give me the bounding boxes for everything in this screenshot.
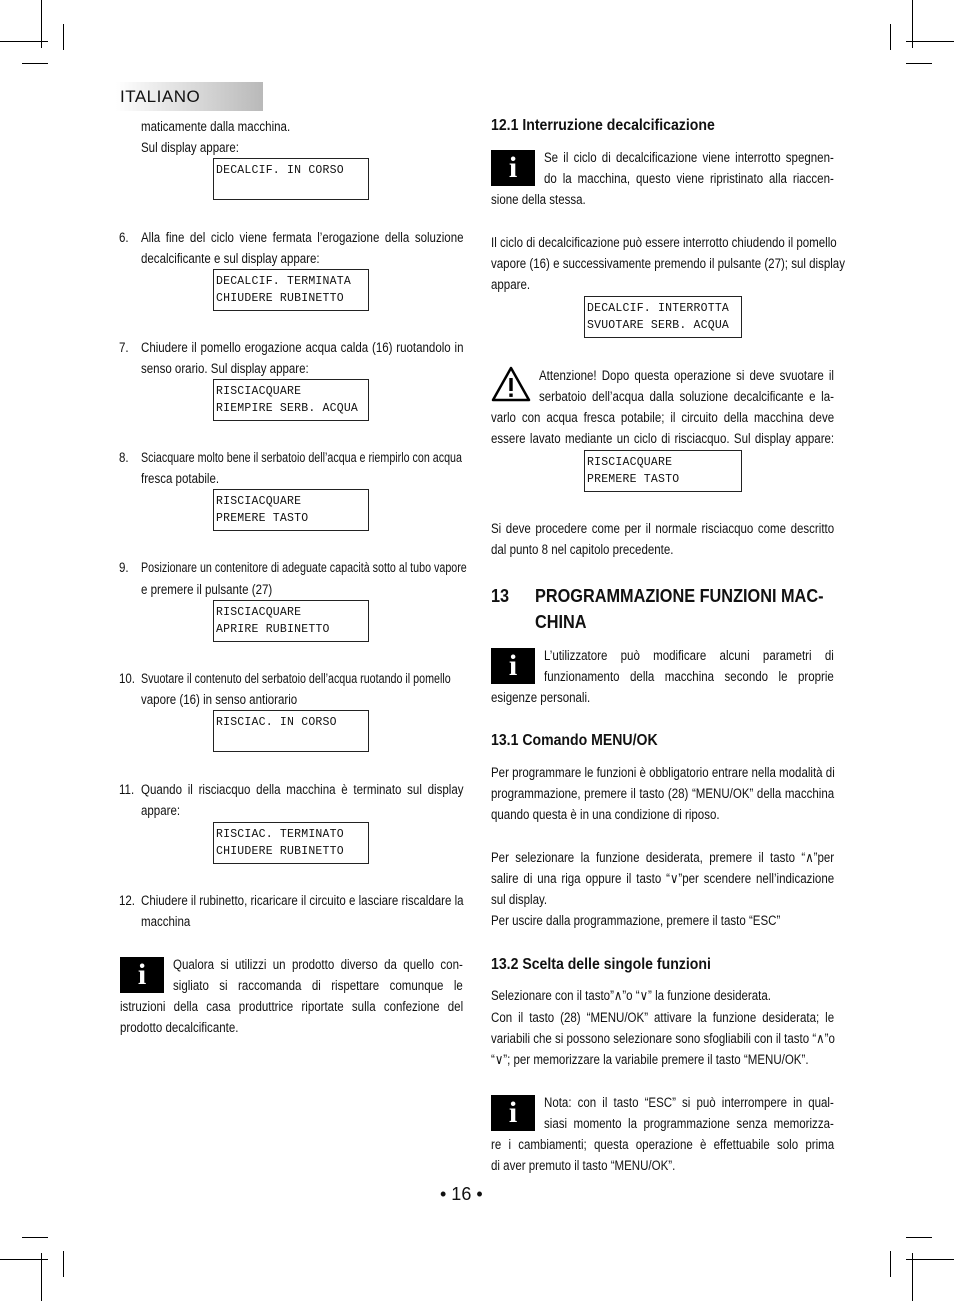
- display-box: [584, 296, 742, 338]
- paragraph-text: vapore (16) e successivamente premendo il pulsante (27); sul display: [491, 256, 845, 271]
- info-text: Se il ciclo di decalcificazione viene interrotto spegnen-: [544, 150, 834, 165]
- note-text: prodotto decalcificante.: [120, 1020, 239, 1035]
- section-heading: 13.2 Scelta delle singole funzioni: [491, 956, 711, 973]
- display-line: RIEMPIRE SERB. ACQUA: [216, 402, 359, 415]
- step-number: 12.: [119, 893, 136, 908]
- crop-mark: [890, 24, 891, 50]
- display-box: [213, 710, 369, 752]
- crop-mark: [0, 1259, 48, 1260]
- display-line: APRIRE RUBINETTO: [216, 623, 330, 636]
- display-line: CHIUDERE RUBINETTO: [216, 292, 344, 305]
- step-text: decalcificante e sul display appare:: [141, 251, 320, 266]
- paragraph-text: Il ciclo di decalcificazione può essere interrotto chiudendo il pomello: [491, 235, 837, 250]
- display-box: [213, 158, 369, 200]
- crop-mark: [906, 63, 932, 64]
- paragraph-text: “∨”; per memorizzare la variabile premere il tasto “MENU/OK”.: [491, 1052, 809, 1067]
- display-line: RISCIAC. TERMINATO: [216, 828, 344, 841]
- display-line: DECALCIF. INTERROTTA: [587, 302, 730, 315]
- display-line: RISCIACQUARE: [587, 456, 673, 469]
- display-box: [213, 600, 369, 642]
- paragraph-text: Per programmare le funzioni è obbligatorio entrare nella modalità di: [491, 765, 835, 780]
- info-text: sione della stessa.: [491, 192, 586, 207]
- crop-mark: [906, 1259, 954, 1260]
- note-text: sigliato si raccomanda di rispettare comunque le: [173, 978, 463, 993]
- step-number: 11.: [119, 782, 135, 797]
- display-box: [213, 379, 369, 421]
- warning-text: serbatoio dell’acqua dalla soluzione decalcificante e la-: [539, 389, 834, 404]
- paragraph-text: sul display.: [491, 892, 548, 907]
- intro-line: maticamente dalla macchina.: [141, 119, 291, 134]
- display-line: RISCIAC. IN CORSO: [216, 716, 337, 729]
- step-text: Quando il risciacquo della macchina è terminato sul display: [141, 782, 464, 797]
- crop-mark: [22, 1237, 48, 1238]
- crop-mark: [890, 1251, 891, 1277]
- step-number: 8.: [119, 450, 129, 465]
- step-number: 9.: [119, 560, 129, 575]
- step-text: Sciacquare molto bene il serbatoio dell’acqua e riempirlo con acqua: [141, 450, 462, 465]
- step-text: fresca potabile.: [141, 471, 220, 486]
- info-text: di aver premuto il tasto “MENU/OK”.: [491, 1158, 676, 1173]
- step-text: appare:: [141, 803, 181, 818]
- crop-mark: [63, 24, 64, 50]
- step-number: 6.: [119, 230, 129, 245]
- step-text: Svuotare il contenuto del serbatoio dell’acqua ruotando il pomello: [141, 671, 451, 686]
- language-tab: ITALIANO: [116, 82, 263, 111]
- step-number: 7.: [119, 340, 129, 355]
- display-box: [584, 450, 742, 492]
- info-text: do la macchina, questo viene ripristinato alla riaccen-: [544, 171, 834, 186]
- info-icon: i: [120, 957, 164, 993]
- display-line: RISCIACQUARE: [216, 385, 302, 398]
- display-line: PREMERE TASTO: [587, 473, 680, 486]
- paragraph-text: Per uscire dalla programmazione, premere il tasto “ESC”: [491, 913, 781, 928]
- crop-mark: [0, 41, 48, 42]
- display-line: DECALCIF. IN CORSO: [216, 164, 344, 177]
- display-line: RISCIACQUARE: [216, 606, 302, 619]
- display-line: DECALCIF. TERMINATA: [216, 275, 351, 288]
- crop-mark: [41, 1253, 42, 1301]
- page-number: • 16 •: [440, 1184, 483, 1204]
- crop-mark: [906, 1237, 932, 1238]
- info-text: esigenze personali.: [491, 690, 591, 705]
- display-line: CHIUDERE RUBINETTO: [216, 845, 344, 858]
- warning-text: essere lavato mediante un ciclo di risciacquo. Sul display appare:: [491, 431, 835, 446]
- info-icon: i: [491, 648, 535, 684]
- paragraph-text: appare.: [491, 277, 531, 292]
- chapter-title: PROGRAMMAZIONE FUNZIONI MAC-: [535, 585, 824, 606]
- crop-mark: [906, 41, 954, 42]
- info-text: Nota: con il tasto “ESC” si può interrompere in qual-: [544, 1095, 834, 1110]
- display-line: SVUOTARE SERB. ACQUA: [587, 319, 730, 332]
- paragraph-text: variabili che si possono selezionare sono sfogliabili con il tasto “∧”o: [491, 1031, 835, 1046]
- paragraph-text: quando questa è in una condizione di riposo.: [491, 807, 720, 822]
- step-text: Posizionare un contenitore di adeguate capacità sotto al tubo vapore: [141, 560, 467, 575]
- display-line: PREMERE TASTO: [216, 512, 309, 525]
- info-icon: i: [491, 1095, 535, 1131]
- paragraph-text: dal punto 8 nel capitolo precedente.: [491, 542, 674, 557]
- paragraph-text: salire di una riga oppure il tasto “∨”per scendere nell’indicazione: [491, 871, 835, 886]
- step-text: e premere il pulsante (27): [141, 582, 273, 597]
- section-heading: 13.1 Comando MENU/OK: [491, 732, 658, 749]
- display-box: [213, 822, 369, 864]
- crop-mark: [22, 63, 48, 64]
- step-text: Chiudere il pomello erogazione acqua calda (16) ruotandolo in: [141, 340, 464, 355]
- crop-mark: [912, 1253, 913, 1301]
- paragraph-text: programmazione, premere il tasto (28) “MENU/OK” della macchina: [491, 786, 835, 801]
- info-text: re i cambiamenti; questa operazione è effettuabile solo prima: [491, 1137, 835, 1152]
- warning-icon: [491, 366, 531, 402]
- step-number: 10.: [119, 671, 136, 686]
- info-icon: i: [491, 150, 535, 186]
- chapter-number: 13: [491, 585, 510, 606]
- paragraph-text: Con il tasto (28) “MENU/OK” attivare la funzione desiderata; le: [491, 1010, 835, 1025]
- section-heading: 12.1 Interruzione decalcificazione: [491, 117, 715, 134]
- intro-line: Sul display appare:: [141, 140, 239, 155]
- paragraph-text: Per selezionare la funzione desiderata, premere il tasto “∧”per: [491, 850, 835, 865]
- info-text: siasi momento la programmazione senza memorizza-: [544, 1116, 834, 1131]
- note-text: istruzioni della casa produttrice riportate sulla confezione del: [120, 999, 464, 1014]
- chapter-title: CHINA: [535, 611, 587, 632]
- note-text: Qualora si utilizzi un prodotto diverso da quello con-: [173, 957, 463, 972]
- warning-text: Attenzione! Dopo questa operazione si deve svuotare il: [539, 368, 834, 383]
- step-text: macchina: [141, 914, 191, 929]
- display-box: [213, 269, 369, 311]
- paragraph-text: Si deve procedere come per il normale risciacquo come descritto: [491, 521, 835, 536]
- crop-mark: [63, 1251, 64, 1277]
- info-text: L’utilizzatore può modificare alcuni parametri di: [544, 648, 834, 663]
- paragraph-text: Selezionare con il tasto”∧”o “∨” la funzione desiderata.: [491, 988, 771, 1003]
- step-text: Alla fine del ciclo viene fermata l’erogazione della soluzione: [141, 230, 464, 245]
- step-text: senso orario. Sul display appare:: [141, 361, 309, 376]
- step-text: Chiudere il rubinetto, ricaricare il circuito e lasciare riscaldare la: [141, 893, 464, 908]
- info-text: funzionamento della macchina secondo le proprie: [544, 669, 834, 684]
- display-box: [213, 489, 369, 531]
- display-line: RISCIACQUARE: [216, 495, 302, 508]
- warning-text: varlo con acqua fresca potabile; il circuito della macchina deve: [491, 410, 835, 425]
- step-text: vapore (16) in senso antiorario: [141, 692, 298, 707]
